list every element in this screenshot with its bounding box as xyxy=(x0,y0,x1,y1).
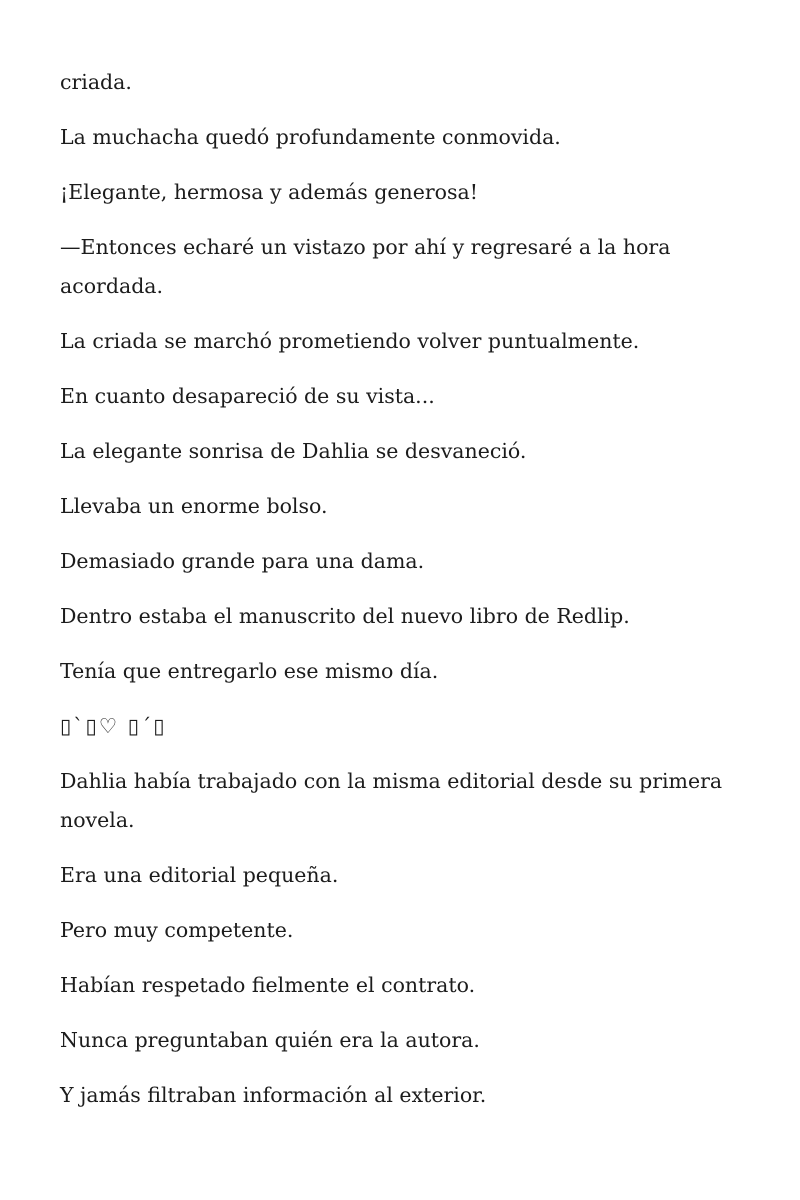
paragraph: Nunca preguntaban quién era la autora. xyxy=(60,1028,480,1052)
paragraph: En cuanto desapareció de su vista... xyxy=(60,384,435,408)
paragraph: Pero muy competente. xyxy=(60,918,294,942)
paragraph: Demasiado grande para una dama. xyxy=(60,549,425,573)
paragraph: ¡Elegante, hermosa y además generosa! xyxy=(60,180,478,204)
paragraph: Tenía que entregarlo ese mismo día. xyxy=(60,659,439,683)
paragraph: La criada se marchó prometiendo volver puntualmente. xyxy=(60,329,640,353)
paragraph: La muchacha quedó profundamente conmovida. xyxy=(60,125,561,149)
scene-divider: ▯`▯♡ ▯´▯ xyxy=(60,714,167,738)
paragraph: Habían respetado fielmente el contrato. xyxy=(60,973,476,997)
paragraph: La elegante sonrisa de Dahlia se desvaneció. xyxy=(60,439,527,463)
paragraph: Dentro estaba el manuscrito del nuevo libro de Redlip. xyxy=(60,604,630,628)
paragraph: —Entonces echaré un vistazo por ahí y regresaré a la hora acordada. xyxy=(60,235,671,298)
paragraph: Era una editorial pequeña. xyxy=(60,863,339,887)
paragraph: Dahlia había trabajado con la misma editorial desde su primera novela. xyxy=(60,769,723,832)
paragraph: Y jamás filtraban información al exterior. xyxy=(60,1083,487,1107)
paragraph: criada. xyxy=(60,70,132,94)
paragraph: Llevaba un enorme bolso. xyxy=(60,494,328,518)
